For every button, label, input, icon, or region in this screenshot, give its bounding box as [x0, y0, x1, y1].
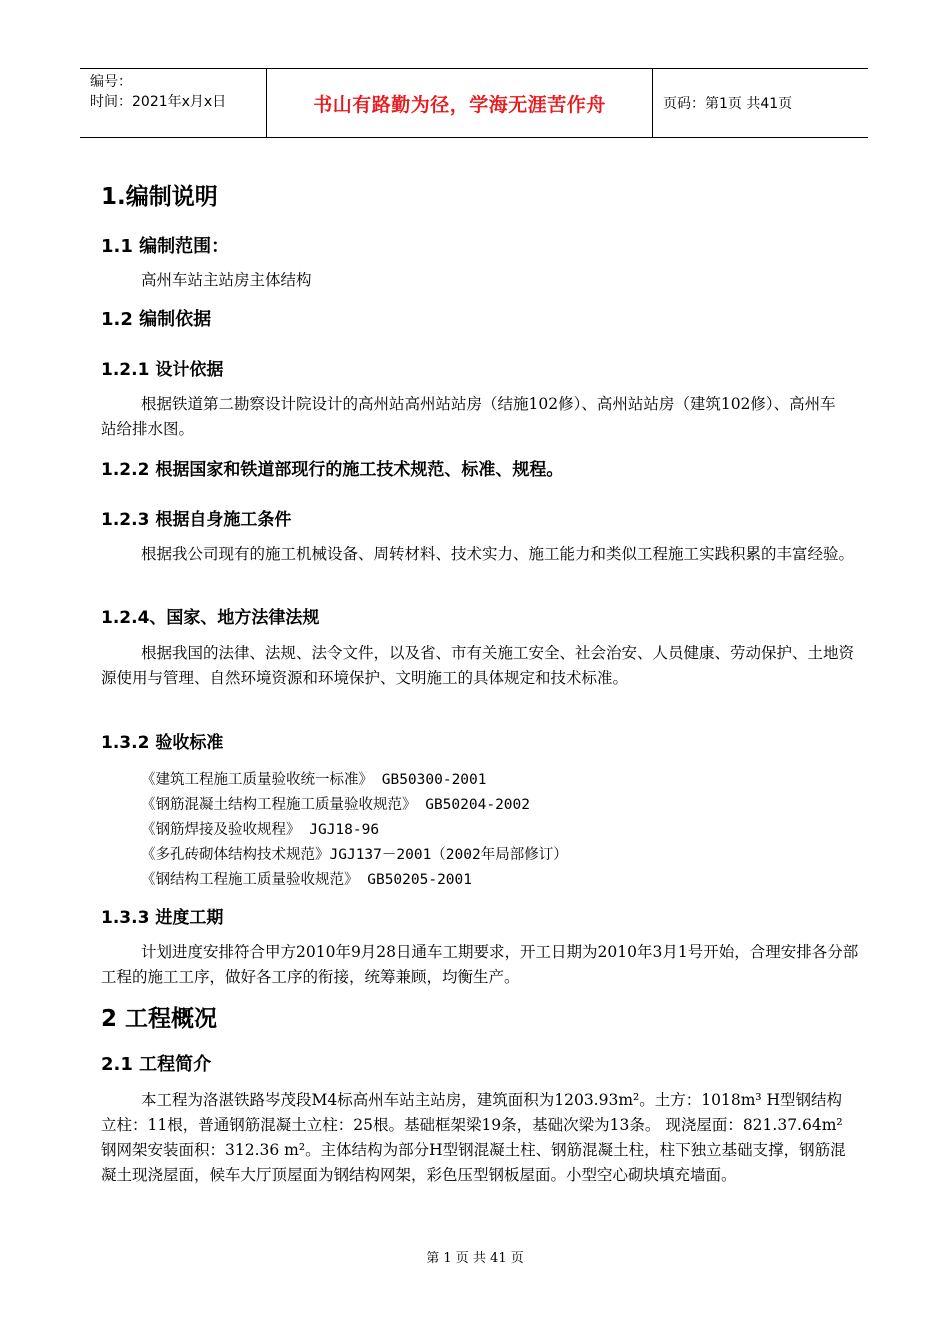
header-meta: [80, 69, 267, 137]
standard-item: 《钢结构工程施工质量验收规范》 GB50205-2001: [141, 872, 472, 888]
heading-2: 2 工程概况: [101, 1006, 218, 1032]
heading-1-2-2: 1.2.2 根据国家和铁道部现行的施工技术规范、标准、规程。: [101, 460, 564, 480]
laws-text: 根据我国的法律、法规、法令文件，以及省、市有关施工安全、社会治安、人员健康、劳动保护、土地资源使用与管理、自然环境资源和环境保护、文明施工的具体规定和技术标准。: [101, 644, 855, 687]
header-time: 时间：2021年x月x日: [90, 94, 227, 110]
header-page-code: 页码：第1页 共41页: [663, 96, 793, 112]
heading-1-2-4: 1.2.4、国家、地方法律法规: [101, 608, 320, 628]
heading-1-3-3: 1.3.3 进度工期: [101, 908, 224, 928]
heading-1-2-3: 1.2.3 根据自身施工条件: [101, 510, 292, 530]
standard-item: 《多孔砖砌体结构技术规范》JGJ137－2001（2002年局部修订）: [141, 847, 568, 863]
overview-text: 本工程为洛湛铁路岑茂段M4标高州车站主站房，建筑面积为1203.93m²。土方：1018m³ H型钢结构立柱：11根，普通钢筋混凝土立柱：25根。基础框架梁19条，基础次梁为13条。 现浇屋面：821.37.64m² 钢网架安装面积：312.36 m²。主体结构为部分H型钢混凝土柱、钢筋混凝土柱，柱下独立基础支撑，钢筋混凝土现浇屋面，候车大厅顶屋面为钢结构网架，彩色压型钢板屋面。小型空心砌块填充墙面。: [101, 1091, 846, 1184]
header-bianhao: 编号：: [90, 74, 132, 90]
header-motto: 书山有路勤为径，学海无涯苦作舟: [267, 69, 653, 137]
page-footer: 第 1 页 共 41 页: [426, 1251, 524, 1266]
schedule-text: 计划进度安排符合甲方2010年9月28日通车工期要求，开工日期为2010年3月1号开始，合理安排各分部工程的施工工序，做好各工序的衔接，统筹兼顾，均衡生产。: [101, 943, 859, 986]
heading-1-1: 1.1 编制范围：: [101, 236, 230, 257]
heading-1-3-2: 1.3.2 验收标准: [101, 733, 224, 753]
conditions-text: 根据我公司现有的施工机械设备、周转材料、技术实力、施工能力和类似工程施工实践积累的丰富经验。: [141, 545, 855, 563]
header-table: [80, 68, 868, 138]
design-basis-text: 根据铁道第二勘察设计院设计的高州站高州站站房（结施102修）、高州站站房（建筑102修）、高州车站给排水图。: [101, 395, 836, 438]
heading-2-1: 2.1 工程简介: [101, 1054, 212, 1075]
standard-item: 《钢筋焊接及验收规程》 JGJ18-96: [141, 822, 380, 838]
scope-text: 高州车站主站房主体结构: [141, 271, 312, 289]
heading-1-2-1: 1.2.1 设计依据: [101, 360, 224, 380]
standard-item: 《钢筋混凝土结构工程施工质量验收规范》 GB50204-2002: [141, 797, 530, 813]
heading-1: 1.编制说明: [101, 184, 218, 210]
heading-1-2: 1.2 编制依据: [101, 309, 212, 330]
standard-item: 《建筑工程施工质量验收统一标准》 GB50300-2001: [141, 772, 487, 788]
